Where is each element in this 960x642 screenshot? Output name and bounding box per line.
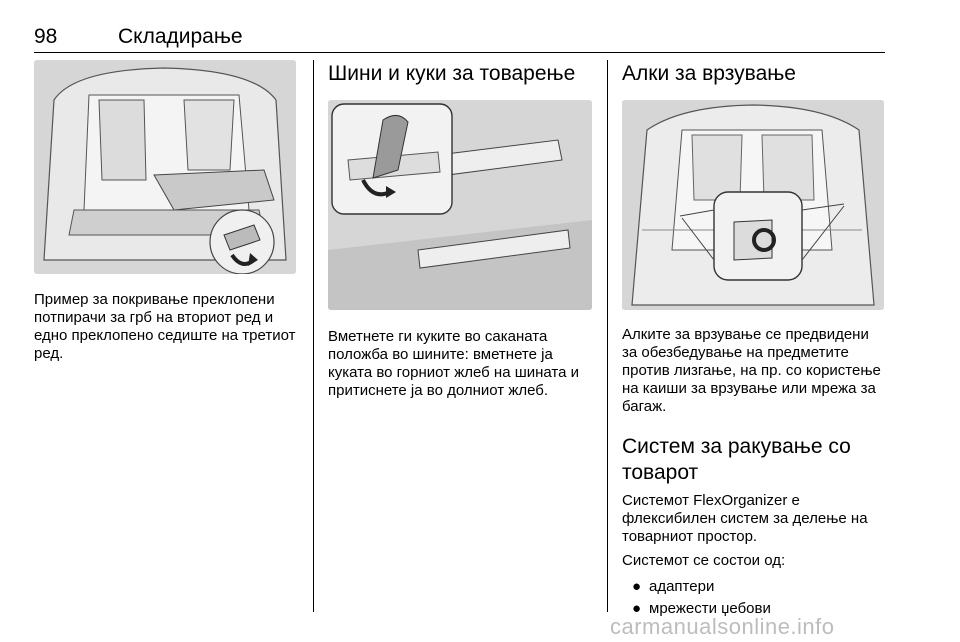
bullet-icon: ● [632, 578, 642, 595]
cargo-system-components-intro: Системот се состои од: [622, 552, 786, 569]
rails-hooks-illustration [328, 100, 592, 310]
lashing-eyes-heading: Алки за врзување [622, 62, 796, 85]
column-1 [34, 60, 296, 363]
page-header [34, 20, 885, 53]
list-item: ● мрежести џебови [622, 598, 886, 620]
column-divider [313, 60, 314, 612]
seat-folding-caption: Пример за покривање преклопени потпирачи за грб на вториот ред и едно преклопено седиште на третиот ред. [34, 291, 296, 362]
list-item: ● адаптери [622, 576, 886, 598]
rails-hooks-caption: Вметнете ги куките во саканата положба во шините: вметнете ја куката во горниот жлеб на шината и притиснете ја во долниот жлеб. [328, 328, 580, 399]
bullet-icon: ● [632, 600, 642, 617]
lashing-eyes-illustration [622, 100, 884, 310]
watermark: carmanualsonline.info [610, 614, 835, 639]
column-divider [607, 60, 608, 612]
column-3 [622, 60, 886, 620]
column-2 [328, 60, 592, 400]
page-number: 98 [34, 25, 58, 48]
lashing-eyes-caption: Алките за врзување се предвидени за обезбедување на предметите против лизгање, на пр. со користење на каиши за врзување или мрежа за багаж. [622, 326, 881, 415]
rails-hooks-heading: Шини и куки за товарење [328, 62, 576, 85]
cargo-system-paragraph: Системот FlexOrganizer е флексибилен систем за делење на товарниот простор. [622, 492, 868, 545]
chapter-title: Складирање [118, 25, 243, 48]
seat-folding-illustration [34, 60, 296, 274]
cargo-system-heading: Систем за ракување со товарот [622, 435, 851, 484]
